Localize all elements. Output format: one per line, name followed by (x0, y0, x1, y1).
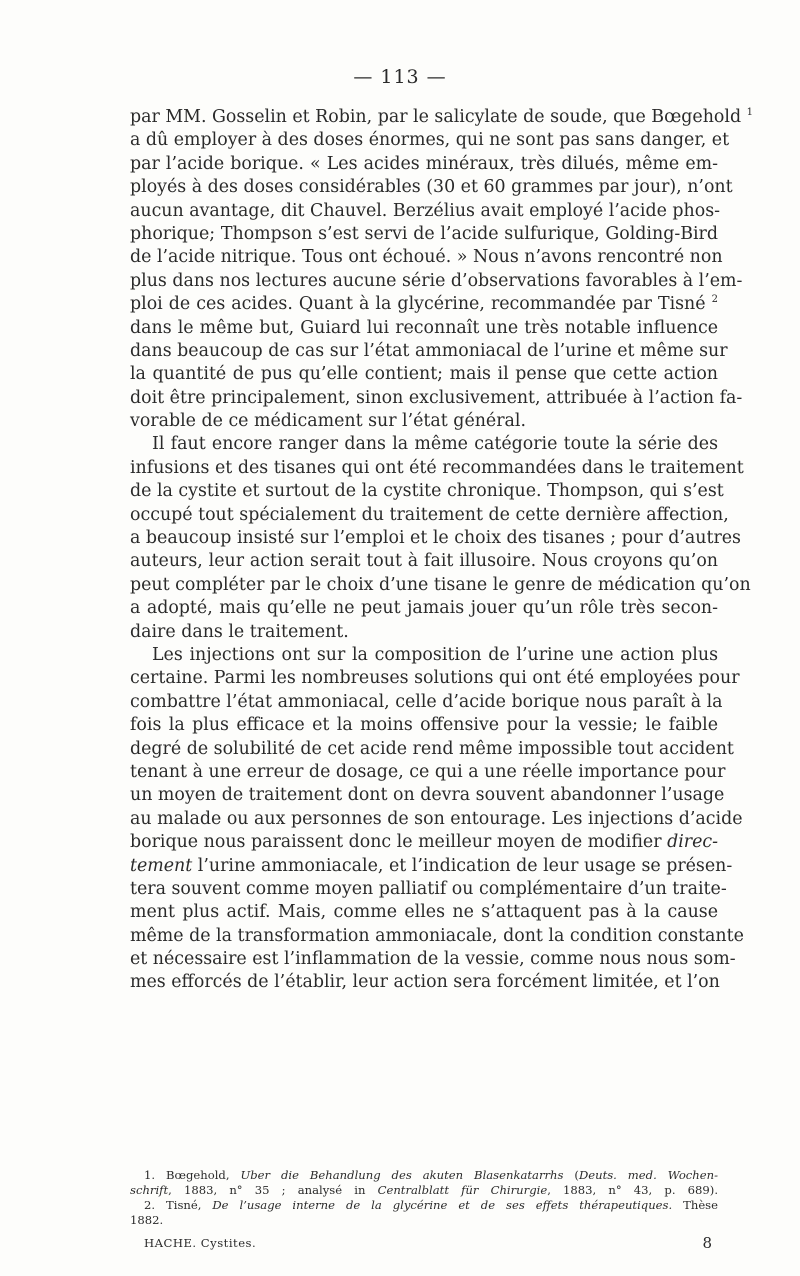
body-line (130, 621, 718, 644)
emphasis-text: direc- (667, 832, 718, 853)
line-text: ploi de ces acides. Quant à la glycérine, recommandée par Tisné (130, 294, 706, 315)
line-text: plus dans nos lectures aucune série d’observations favorables à l’em- (130, 270, 743, 291)
body-line (130, 831, 718, 854)
body-line (130, 246, 723, 269)
body-line (130, 480, 724, 503)
signature-sheet-number: 8 (702, 1234, 712, 1252)
line-text: doit être principalement, sinon exclusivement, attribuée à l’action fa- (130, 387, 743, 408)
body-line (130, 410, 718, 433)
body-line (130, 527, 741, 550)
body-line (130, 784, 725, 807)
line-text: tera souvent comme moyen palliatif ou complémentaire d’un traite- (130, 878, 727, 899)
body-line (130, 925, 744, 948)
footnote-marker: 1 (746, 107, 753, 119)
line-text: infusions et des tisanes qui ont été recommandées dans le traitement (130, 457, 744, 478)
line-text: Les injections ont sur la composition de l’urine une action plus (152, 644, 718, 665)
line-text: peut compléter par le choix d’une tisane le genre de médication qu’on (130, 574, 751, 595)
line-text: phorique; Thompson s’est servi de l’acide sulfurique, Golding-Bird (130, 223, 718, 244)
body-line (130, 153, 718, 176)
body-line (130, 948, 736, 971)
body-line (130, 223, 718, 246)
body-text (130, 106, 753, 995)
line-text: mes efforcés de l’établir, leur action sera forcément limitée, et l’on (130, 972, 720, 993)
line-text: même de la transformation ammoniacale, dont la condition constante (130, 925, 744, 946)
line-text: vorable de ce médicament sur l’état général. (130, 411, 526, 432)
line-text: Il faut encore ranger dans la même catégorie toute la série des (152, 434, 718, 455)
line-text: auteurs, leur action serait tout à fait illusoire. Nous croyons qu’on (130, 551, 718, 572)
line-text: l’urine ammoniacale, et l’indication de leur usage se présen- (192, 855, 733, 876)
body-line (130, 293, 718, 316)
footnote-1-line-1: 1. Bœgehold, Uber die Behandlung des akuten Blasenkatarrhs (Deuts. med. Wochen- (144, 1168, 719, 1182)
emphasis-text: tement (130, 855, 193, 876)
body-line (130, 597, 718, 620)
body-line (130, 200, 721, 223)
body-line (130, 667, 740, 690)
body-line (130, 878, 727, 901)
line-text: la quantité de pus qu’elle contient; mais il pense que cette action (130, 364, 718, 385)
body-line (130, 457, 744, 480)
signature-publisher: HACHE. Cystites. (144, 1236, 257, 1250)
body-line (130, 855, 733, 878)
line-text: de l’acide nitrique. Tous ont échoué. » Nous n’avons rencontré non (130, 247, 723, 268)
body-line (130, 504, 729, 527)
body-line (130, 387, 743, 410)
body-line (130, 363, 718, 386)
body-line (130, 808, 743, 831)
footnote-2-line-2: 1882. (130, 1213, 164, 1227)
footnotes (130, 1168, 718, 1228)
line-text: degré de solubilité de cet acide rend même impossible tout accident (130, 738, 734, 759)
body-line (130, 691, 723, 714)
line-text: certaine. Parmi les nombreuses solutions qui ont été employées pour (130, 668, 740, 689)
body-line (130, 738, 734, 761)
line-text: un moyen de traitement dont on devra souvent abandonner l’usage (130, 785, 725, 806)
printer-signature (130, 1234, 718, 1252)
line-text: dans le même but, Guiard lui reconnaît une très notable influence (130, 317, 718, 338)
line-text: occupé tout spécialement du traitement de cette dernière affection, (130, 504, 729, 525)
footnote-marker: 2 (711, 294, 718, 306)
body-line (130, 317, 718, 340)
body-line (130, 901, 718, 924)
footnote-2-line-1: 2. Tisné, De l’usage interne de la glycérine et de ses effets thérapeutiques. Thèse (144, 1198, 718, 1212)
line-text: a beaucoup insisté sur l’emploi et le choix des tisanes ; pour d’autres (130, 528, 741, 549)
line-text: de la cystite et surtout de la cystite chronique. Thompson, qui s’est (130, 481, 724, 502)
line-text: fois la plus efficace et la moins offensive pour la vessie; le faible (130, 715, 718, 736)
body-line (130, 176, 733, 199)
body-line (130, 971, 718, 994)
body-line (130, 761, 726, 784)
line-text: et nécessaire est l’inflammation de la vessie, comme nous nous som- (130, 949, 736, 970)
body-line (130, 129, 730, 152)
body-line (130, 270, 743, 293)
line-text: combattre l’état ammoniacal, celle d’acide borique nous paraît à la (130, 691, 723, 712)
line-text: ment plus actif. Mais, comme elles ne s’attaquent pas à la cause (130, 902, 718, 923)
body-line (130, 340, 728, 363)
page-number: — 113 — (353, 66, 447, 88)
line-text: aucun avantage, dit Chauvel. Berzélius avait employé l’acide phos- (130, 200, 721, 221)
line-text: tenant à une erreur de dosage, ce qui a une réelle importance pour (130, 761, 726, 782)
line-text: par MM. Gosselin et Robin, par le salicylate de soude, que Bœgehold (130, 107, 742, 127)
line-text: ployés à des doses considérables (30 et 60 grammes par jour), n’ont (130, 177, 733, 198)
line-text: a dû employer à des doses énormes, qui ne sont pas sans danger, et (130, 130, 730, 151)
body-line (130, 433, 718, 456)
body-line (130, 644, 718, 667)
body-line (130, 574, 751, 597)
body-line (130, 550, 718, 573)
line-text: par l’acide borique. « Les acides minéraux, très dilués, même em- (130, 153, 718, 174)
line-text: a adopté, mais qu’elle ne peut jamais jouer qu’un rôle très secon- (130, 598, 718, 619)
body-line (130, 106, 753, 129)
line-text: borique nous paraissent donc le meilleur moyen de modifier (130, 832, 662, 853)
line-text: au malade ou aux personnes de son entourage. Les injections d’acide (130, 808, 743, 829)
line-text: daire dans le traitement. (130, 621, 349, 642)
footnote-1-line-2: schrift, 1883, n° 35 ; analysé in Centralblatt für Chirurgie, 1883, n° 43, p. 689). (130, 1183, 719, 1197)
line-text: dans beaucoup de cas sur l’état ammoniacal de l’urine et même sur (130, 340, 728, 361)
body-line (130, 714, 718, 737)
